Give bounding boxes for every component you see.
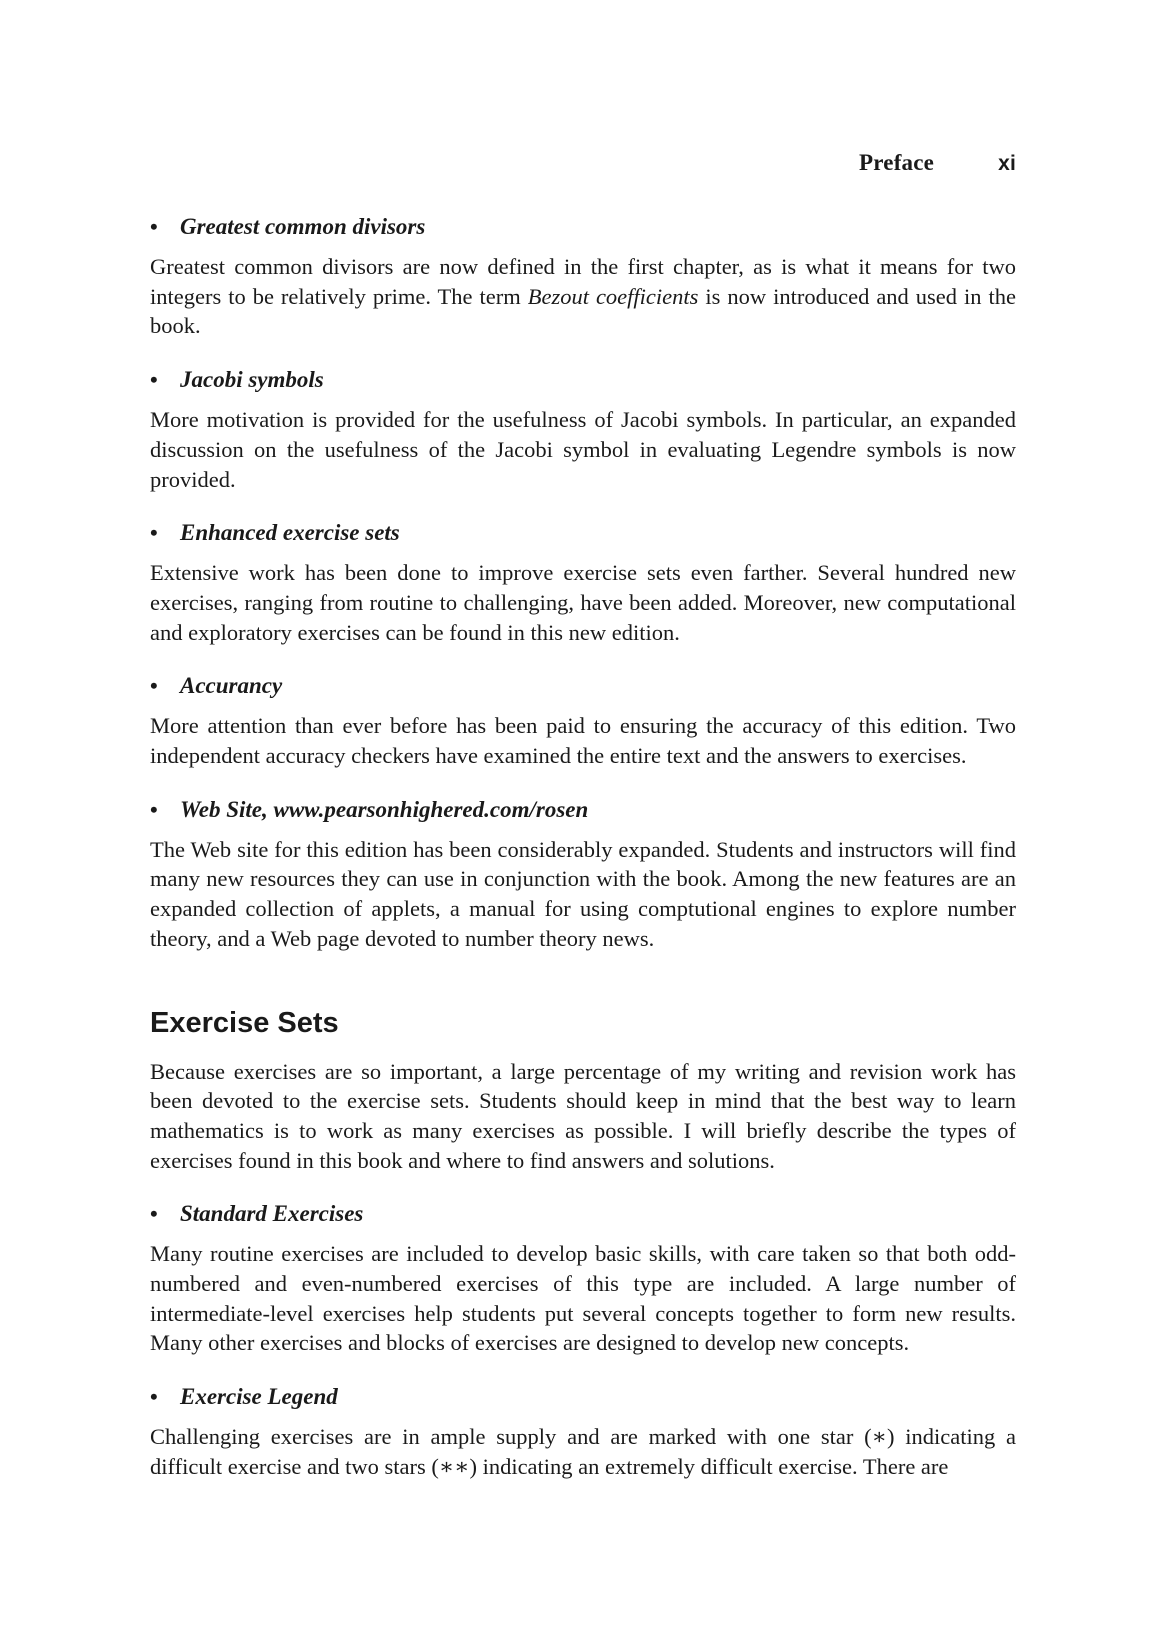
item-heading-text: Enhanced exercise sets	[180, 520, 400, 546]
bullet-icon: •	[150, 367, 158, 393]
bullet-icon: •	[150, 1384, 158, 1410]
running-head	[859, 150, 1016, 176]
list-item	[150, 1199, 1016, 1358]
page-number: xi	[998, 152, 1016, 175]
item-body	[150, 252, 1016, 341]
item-heading	[150, 365, 1016, 395]
item-heading-text: Standard Exercises	[180, 1201, 364, 1227]
item-body	[150, 558, 1016, 647]
section-intro: Because exercises are so important, a large percentage of my writing and revision work has been devoted to the exercise sets. Students should keep in mind that the best way to learn mathematics is to work as many exercises as possible. I will briefly describe the types of exercises found in this book and where to find answers and solutions.	[150, 1058, 1016, 1173]
body-text: Extensive work has been done to improve exercise sets even farther. Several hundred new exercises, ranging from routine to challenging, have been added. Moreover, new computational and exploratory exercises can be found in this new edition.	[150, 560, 1016, 645]
feature-list	[150, 212, 1016, 954]
body-text: More motivation is provided for the usefulness of Jacobi symbols. In particular, an expanded discussion on the usefulness of the Jacobi symbol in evaluating Legendre symbols is now provided.	[150, 407, 1016, 492]
exercise-type-list	[150, 1199, 1016, 1481]
bullet-icon: •	[150, 214, 158, 239]
body-text: The Web site for this edition has been considerably expanded. Students and instructors will find many new resources they can use in conjunction with the book. Among the new features are an expanded collection of applets, a manual for using comptutional engines to explore number theory, and a Web page devoted to number theory news.	[150, 836, 1016, 951]
item-body	[150, 711, 1016, 770]
list-item	[150, 1382, 1016, 1481]
page-content	[150, 212, 1016, 1506]
item-heading	[150, 1199, 1016, 1229]
item-heading-text: Jacobi symbols	[180, 367, 324, 393]
item-body	[150, 405, 1016, 494]
body-text: Greatest common divisors are now defined in the first chapter, as is what it means for two integers to be relatively prime. The term	[150, 254, 1016, 309]
body-text: Challenging exercises are in ample supply and are marked with one star (∗) indicating a difficult exercise and two stars (∗∗) indicating an extremely difficult exercise. There are	[150, 1424, 1016, 1479]
body-text: More attention than ever before has been paid to ensuring the accuracy of this edition. Two independent accuracy checkers have examined the entire text and the answers to exercises.	[150, 713, 1016, 769]
bullet-icon: •	[150, 1201, 158, 1227]
item-body	[150, 1239, 1016, 1358]
item-heading	[150, 518, 1016, 548]
bullet-icon: •	[150, 520, 158, 546]
body-text: is now introduced and used in the book.	[150, 283, 1016, 339]
item-heading	[150, 795, 1016, 825]
item-heading	[150, 1382, 1016, 1412]
item-heading-text: Accurancy	[180, 673, 283, 699]
list-item	[150, 212, 1016, 341]
bullet-icon: •	[150, 796, 158, 822]
item-body	[150, 835, 1016, 954]
section-title: Exercise Sets	[150, 1006, 339, 1039]
body-text: Many routine exercises are included to develop basic skills, with care taken so that both odd-numbered and even-numbered exercises of this type are included. A large number of intermediate-level exercises help students put several concepts together to form new results. Many other exercises and blocks of exercises are designed to develop new concepts.	[150, 1241, 1016, 1356]
item-heading	[150, 671, 1016, 701]
item-body	[150, 1422, 1016, 1481]
list-item	[150, 365, 1016, 494]
item-heading-text: Exercise Legend	[180, 1384, 338, 1410]
running-head-title: Preface	[859, 150, 935, 175]
page	[150, 0, 1016, 1637]
italic-term: Bezout coefficients	[527, 283, 699, 309]
list-item	[150, 795, 1016, 954]
bullet-icon: •	[150, 673, 158, 699]
item-heading	[150, 212, 1016, 242]
list-item	[150, 518, 1016, 647]
item-heading-text: Web Site, www.pearsonhighered.com/rosen	[180, 796, 589, 822]
item-heading-text: Greatest common divisors	[180, 214, 426, 239]
list-item	[150, 671, 1016, 770]
